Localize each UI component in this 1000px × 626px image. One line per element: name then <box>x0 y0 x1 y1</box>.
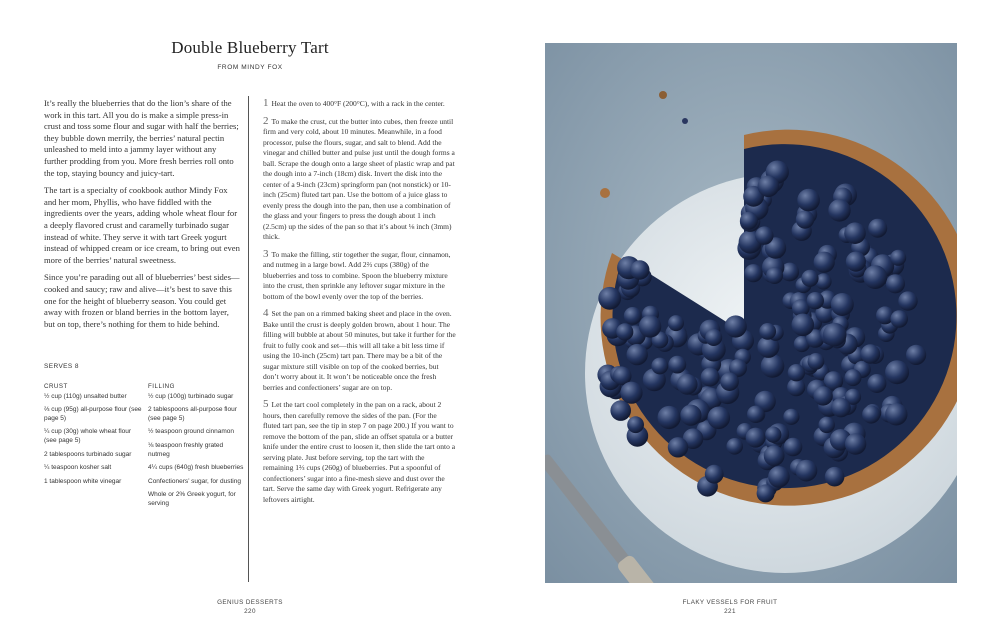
blueberry <box>828 199 850 221</box>
blueberry <box>814 252 835 273</box>
blueberry <box>764 445 785 466</box>
intro-paragraph: Since you’re parading out all of blueberries’ best sides—cooked and saucy; raw and alive—it’s best to save this one for the height of blueberry season. You could get away with frozen or bland berries in the bottom layer, but on top, there’s nothing for them to hide behind. <box>44 272 240 329</box>
right-folio <box>670 598 790 616</box>
step-text: To make the crust, cut the butter into cubes, then freeze until firm and very cold, about 10 minutes. Meanwhile, in a food processor, pulse the flours, sugar, and salt to blend. Add the vinegar and chilled butter and pulse just until the dough forms a ball. Scrape the dough onto a large sheet of plastic wrap and pat the dough into a 7-inch (18cm) disk. Invert the disk into the center of a 9-inch (23cm) springform pan (not nonstick) or 10-inch (25cm) fluted tart pan. Use the bottom of a juice glass to evenly press the dough into the pan, then use a combination of the glass and your fingers to press the dough about 1 inch (2.5cm) up the sides of the pan so that it’s about ⅛ inch (3mm) thick. <box>263 116 455 241</box>
blueberry <box>747 406 764 423</box>
blueberry <box>845 433 866 454</box>
blueberry-tart-illustration <box>545 43 957 583</box>
blueberry <box>758 176 780 198</box>
method-steps <box>263 98 456 511</box>
blueberry <box>862 405 880 423</box>
blueberry <box>823 323 847 347</box>
ingredient-item: ½ cup (100g) turbinado sugar <box>148 392 234 400</box>
tart-photo <box>545 43 957 583</box>
blueberry <box>886 274 905 293</box>
blueberry <box>757 484 775 502</box>
right-page <box>500 0 1000 626</box>
ingredient-item: Confectioners’ sugar, for dusting <box>148 477 241 485</box>
column-divider <box>248 96 249 582</box>
blueberry <box>627 416 644 433</box>
book-title: GENIUS DESSERTS <box>217 599 283 606</box>
blueberry <box>627 344 648 365</box>
step-number: 4 <box>263 307 269 319</box>
blueberry <box>813 386 832 405</box>
step-number: 3 <box>263 247 269 260</box>
intro-paragraph: The tart is a specialty of cookbook author Mindy Fox and her mom, Phyllis, who have fiddled with the ingredients over the years, adding whole wheat flour for a deeply flavored crust and caramelly turbinado sugar instead of white. They serve it with tart Greek yogurt instead of whipped cream or ice cream, to bring out even more of the berries’ natural sweetness. <box>44 185 240 265</box>
blueberry <box>868 219 887 238</box>
blueberry <box>744 264 762 282</box>
blueberry <box>801 270 818 287</box>
ingredient-item: ¼ cup (30g) whole wheat flour (see page 5) <box>44 428 132 444</box>
method-step <box>263 308 456 393</box>
ingredient-item: 2 tablespoons all-purpose flour (see page 5) <box>148 406 237 422</box>
blueberry <box>863 265 887 289</box>
blueberry <box>831 398 851 418</box>
blueberry <box>701 368 720 387</box>
filling-ingredients <box>148 383 244 514</box>
blueberry <box>831 293 854 316</box>
chapter-title: FLAKY VESSELS FOR FRUIT <box>682 599 778 606</box>
ingredient-item: ¼ teaspoon kosher salt <box>44 464 112 472</box>
step-text: Set the pan on a rimmed baking sheet and place in the oven. Bake until the crust is deeply golden brown, about 1 hour. The filling will bubble at about 50 minutes, but take it further for the fruit to fully cook and set—this will all take a bit less time if using the 10-inch (25cm) tart pan. There may be a bit of the sugar mixture still visible on top of the cooked berries, but don’t worry about it. It won’t be noticeable once the fresh berries and confectioners’ sugar are on top. <box>263 309 456 392</box>
blueberry <box>610 400 631 421</box>
blueberry <box>898 291 917 310</box>
ingredient-item: ⅛ teaspoon freshly grated nutmeg <box>148 441 224 458</box>
blueberry <box>630 260 649 279</box>
blueberry <box>759 323 776 340</box>
blueberry <box>808 353 825 370</box>
blueberry <box>788 364 805 381</box>
blueberry <box>668 356 686 374</box>
ingredient-item: 1 tablespoon white vinegar <box>44 477 122 485</box>
ingredient-item: Whole or 2% Greek yogurt, for serving <box>148 491 236 507</box>
blueberry <box>844 222 866 244</box>
ingredient-item: 4¼ cups (640g) fresh blueberries <box>148 464 244 472</box>
blueberry <box>624 307 642 325</box>
blueberry <box>885 360 909 384</box>
blueberry <box>705 465 724 484</box>
blueberry <box>620 382 642 404</box>
blueberry <box>846 252 866 272</box>
filling-heading: FILLING <box>148 383 175 390</box>
ingredient-item: ½ cup (110g) unsalted butter <box>44 392 127 400</box>
blueberry <box>906 345 926 365</box>
step-number: 2 <box>263 114 269 127</box>
recipe-byline: FROM MINDY FOX <box>217 64 283 71</box>
blueberry <box>668 315 684 331</box>
blueberry <box>598 287 621 310</box>
blueberry <box>768 466 790 488</box>
blueberry <box>796 460 818 482</box>
blueberry <box>784 438 803 457</box>
method-step <box>263 399 456 505</box>
blueberry <box>765 427 781 443</box>
blueberry <box>725 315 747 337</box>
blueberry <box>705 329 722 346</box>
blueberry <box>890 250 906 266</box>
blueberry <box>766 267 783 284</box>
blueberry <box>819 417 835 433</box>
step-text: Heat the oven to 400°F (200°C), with a rack in the center. <box>271 99 445 108</box>
step-text: Let the tart cool completely in the pan on a rack, about 2 hours, then carefully remove the sides of the pan. (For the fluted tart pan, see the tip in step 7 on page 200.) If you want to remove the bottom of the pan, slide an offset spatula or a butter knife under the entire crust to loosen it, then slide the tart onto a serving plate. Just before serving, top the tart with the remaining 1⅔ cups (260g) of blueberries. Put a spoonful of confectioners’ sugar into a fine-mesh sieve and dust over the tart. Serve the same day with Greek yogurt. Refrigerate any leftovers airtight. <box>263 400 456 504</box>
blueberry <box>677 374 698 395</box>
blueberry <box>807 292 824 309</box>
blueberry <box>761 354 785 378</box>
ingredient-item: ⅔ cup (95g) all-purpose flour (see page 5) <box>44 406 142 422</box>
blueberry <box>825 467 845 487</box>
ingredient-item: 2 tablespoons turbinado sugar <box>44 450 132 458</box>
blueberry <box>708 407 731 430</box>
step-text: To make the filling, stir together the sugar, flour, cinnamon, and nutmeg in a large bowl. Add 2⅔ cups (380g) of the blueberries and toss to combine. Spoon the blueberry mixture into the crust, then sprinkle any leftover sugar mixture in the bottom of the bowl evenly over the top of the berries. <box>263 249 451 301</box>
method-step <box>263 249 456 303</box>
blueberry <box>668 437 688 457</box>
blueberry <box>755 226 773 244</box>
blueberry <box>796 210 814 228</box>
blueberry <box>792 314 815 337</box>
blueberry <box>740 212 758 230</box>
blueberry <box>720 372 739 391</box>
ingredient-item: ½ teaspoon ground cinnamon <box>148 428 235 436</box>
intro-text <box>44 98 240 336</box>
intro-paragraph: It’s really the blueberries that do the lion’s share of the work in this tart. All you do is make a simple press-in crust and toss some flour and sugar with half the berries; they bubble down merrily, the berries’ natural pectin unleashed to meld into a jammy layer without any further prodding from you. More fresh berries roll onto the top, staying bouncy and juicy-tart. <box>44 98 239 178</box>
blueberry <box>783 409 799 425</box>
blueberry <box>890 310 908 328</box>
blueberry <box>867 374 886 393</box>
crust-ingredients <box>44 383 144 491</box>
blueberry <box>726 438 743 455</box>
method-step <box>263 116 456 243</box>
blueberry <box>885 403 907 425</box>
blueberry <box>658 406 681 429</box>
step-number: 1 <box>263 97 269 109</box>
step-number: 5 <box>263 398 269 410</box>
blueberry <box>639 315 661 337</box>
crust-heading: CRUST <box>44 383 68 390</box>
page-number: 220 <box>244 608 256 615</box>
page-number: 221 <box>724 608 736 615</box>
method-step <box>263 98 456 110</box>
recipe-title: Double Blueberry Tart <box>171 38 329 57</box>
blueberry <box>746 428 766 448</box>
blueberry <box>616 323 633 340</box>
blueberry <box>680 405 701 426</box>
blueberry <box>845 369 862 386</box>
blueberry <box>651 358 668 375</box>
serves-label: SERVES 8 <box>44 363 79 370</box>
blueberry <box>797 189 820 212</box>
left-folio <box>190 598 310 616</box>
blueberry <box>861 344 881 364</box>
